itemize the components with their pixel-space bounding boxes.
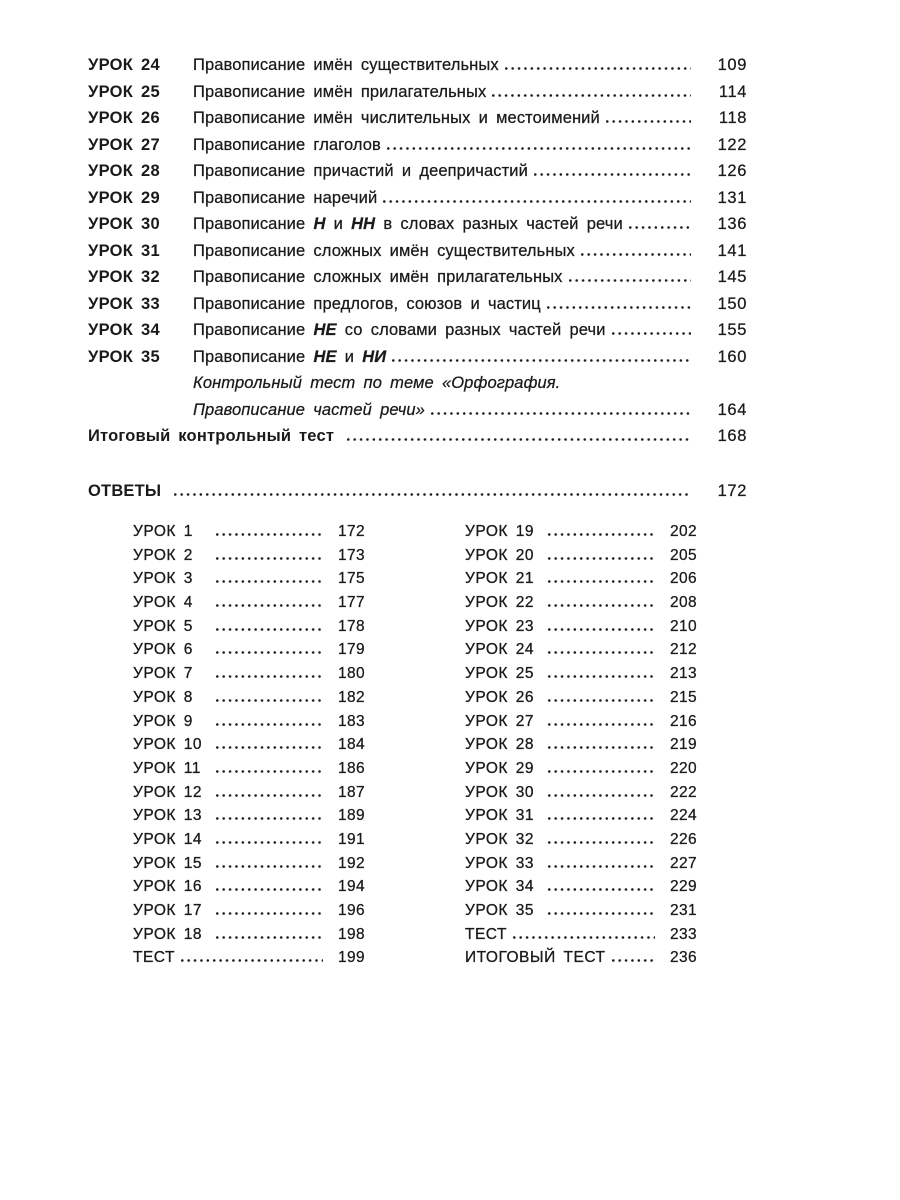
dot-leader bbox=[216, 912, 323, 915]
answer-label: УРОК 27 bbox=[465, 712, 534, 730]
answer-row bbox=[133, 686, 365, 710]
page-number: 236 bbox=[669, 949, 697, 967]
lesson-label: УРОК 31 bbox=[88, 241, 160, 260]
answer-row bbox=[465, 591, 697, 615]
page-number: 196 bbox=[337, 902, 365, 919]
dot-leader bbox=[629, 226, 691, 229]
page-number: 216 bbox=[669, 712, 697, 730]
toc-lesson-row bbox=[88, 158, 747, 185]
lesson-title bbox=[193, 317, 606, 344]
dot-leader bbox=[606, 120, 691, 123]
answer-label: УРОК 22 bbox=[465, 594, 534, 612]
answer-row bbox=[465, 520, 697, 544]
answer-row bbox=[133, 733, 365, 757]
lesson-label: УРОК 25 bbox=[88, 82, 160, 101]
page-number: 164 bbox=[717, 400, 747, 419]
answer-row bbox=[133, 899, 365, 923]
lesson-title bbox=[193, 185, 377, 212]
answer-label: УРОК 11 bbox=[133, 759, 201, 777]
answer-row bbox=[465, 567, 697, 591]
control-test-title-line2: Правописание частей речи» bbox=[193, 400, 425, 419]
toc-main-list bbox=[88, 52, 747, 504]
answer-row bbox=[465, 923, 697, 947]
dot-leader bbox=[505, 67, 691, 70]
dot-leader bbox=[612, 332, 691, 335]
answer-row bbox=[133, 662, 365, 686]
dot-leader bbox=[216, 533, 323, 536]
lesson-title bbox=[193, 105, 600, 132]
answer-label: УРОК 5 bbox=[133, 617, 193, 635]
page-number: 191 bbox=[337, 830, 365, 848]
dot-leader bbox=[216, 580, 323, 583]
dot-leader bbox=[548, 794, 655, 797]
answer-label: УРОК 32 bbox=[465, 830, 534, 848]
title-text: Правописание bbox=[193, 347, 314, 366]
control-test-title-line1: Контрольный тест по теме «Орфография. bbox=[193, 374, 561, 392]
page-number: 160 bbox=[717, 347, 747, 366]
page-number: 215 bbox=[669, 688, 697, 706]
answer-row bbox=[133, 875, 365, 899]
answer-row bbox=[465, 638, 697, 662]
answer-row bbox=[465, 710, 697, 734]
page-number: 213 bbox=[669, 665, 697, 683]
answer-row bbox=[465, 852, 697, 876]
lesson-title bbox=[193, 238, 575, 265]
answer-label: УРОК 14 bbox=[133, 830, 202, 848]
dot-leader bbox=[392, 359, 691, 362]
answer-row bbox=[465, 899, 697, 923]
lesson-title bbox=[193, 79, 486, 106]
answer-label: УРОК 34 bbox=[465, 878, 534, 896]
dot-leader bbox=[216, 770, 323, 773]
page-number: 187 bbox=[337, 783, 365, 801]
answer-row bbox=[133, 710, 365, 734]
page-number: 231 bbox=[669, 902, 697, 919]
page-number: 118 bbox=[718, 109, 747, 127]
answer-label: УРОК 7 bbox=[133, 665, 193, 683]
page-number: 198 bbox=[337, 925, 365, 943]
answer-label: УРОК 33 bbox=[465, 854, 534, 872]
toc-lesson-row bbox=[88, 52, 747, 79]
page-number: 183 bbox=[337, 712, 365, 730]
dot-leader bbox=[534, 173, 691, 176]
answer-row bbox=[133, 946, 365, 970]
page-number: 178 bbox=[337, 617, 365, 635]
answers-header-row bbox=[88, 478, 747, 505]
section-spacer bbox=[88, 450, 747, 478]
lesson-label: УРОК 32 bbox=[88, 268, 160, 286]
page-number: 122 bbox=[717, 135, 747, 154]
dot-leader bbox=[347, 438, 691, 441]
answer-label: УРОК 19 bbox=[465, 523, 534, 540]
answer-label: УРОК 9 bbox=[133, 712, 193, 730]
page-number: 180 bbox=[337, 665, 365, 683]
toc-lesson-row bbox=[88, 211, 747, 238]
title-text: Правописание имён прилагательных bbox=[193, 82, 487, 101]
page-number: 226 bbox=[669, 830, 697, 848]
answer-label: УРОК 10 bbox=[133, 736, 202, 754]
answers-left-column bbox=[133, 520, 365, 970]
toc-lesson-row bbox=[88, 344, 747, 371]
answer-label: УРОК 35 bbox=[465, 902, 534, 919]
toc-lesson-row bbox=[88, 105, 747, 132]
dot-leader bbox=[387, 147, 691, 150]
dot-leader bbox=[569, 279, 691, 282]
lesson-label: УРОК 28 bbox=[88, 162, 160, 180]
dot-leader bbox=[547, 306, 691, 309]
answer-row bbox=[133, 520, 365, 544]
lesson-label: УРОК 26 bbox=[88, 109, 160, 127]
page-number: 205 bbox=[669, 546, 697, 564]
dot-leader bbox=[216, 628, 323, 631]
title-text: Правописание наречий bbox=[193, 188, 378, 207]
answer-label: УРОК 15 bbox=[133, 854, 202, 872]
title-text: и bbox=[336, 347, 363, 366]
title-text: Правописание имён существительных bbox=[193, 56, 499, 74]
answer-label: УРОК 17 bbox=[133, 902, 202, 919]
answers-columns bbox=[133, 520, 747, 970]
page-number: 168 bbox=[717, 427, 747, 445]
answer-label: УРОК 21 bbox=[465, 570, 534, 588]
answer-label: УРОК 8 bbox=[133, 688, 193, 706]
answer-row bbox=[133, 852, 365, 876]
dot-leader bbox=[216, 651, 323, 654]
page-number: 172 bbox=[717, 481, 747, 500]
page-number: 233 bbox=[669, 925, 697, 943]
title-text: Правописание сложных имён прилагательных bbox=[193, 268, 563, 286]
page-number: 220 bbox=[669, 759, 697, 777]
dot-leader bbox=[181, 959, 323, 962]
control-test-row-line1 bbox=[88, 370, 747, 397]
title-emphasis: НЕ bbox=[313, 347, 337, 366]
dot-leader bbox=[548, 699, 655, 702]
answer-label: УРОК 6 bbox=[133, 641, 193, 659]
page-number: 202 bbox=[669, 523, 697, 540]
toc-lesson-row bbox=[88, 264, 747, 291]
page-number: 219 bbox=[669, 736, 697, 754]
lesson-title bbox=[193, 344, 386, 371]
answer-row bbox=[465, 686, 697, 710]
page-number: 186 bbox=[337, 759, 365, 777]
page-number: 184 bbox=[337, 736, 365, 754]
answer-row bbox=[465, 733, 697, 757]
dot-leader bbox=[492, 94, 691, 97]
answer-label: УРОК 16 bbox=[133, 878, 202, 896]
answer-row bbox=[133, 544, 365, 568]
answer-row bbox=[465, 757, 697, 781]
answer-row bbox=[465, 946, 697, 970]
answers-header-title: ОТВЕТЫ bbox=[88, 481, 162, 500]
dot-leader bbox=[548, 770, 655, 773]
dot-leader bbox=[548, 675, 655, 678]
title-text: Правописание bbox=[193, 321, 314, 339]
answer-label: УРОК 1 bbox=[133, 523, 193, 540]
answer-row bbox=[133, 591, 365, 615]
lesson-title bbox=[193, 264, 563, 291]
lesson-title bbox=[193, 291, 541, 318]
answer-row bbox=[465, 781, 697, 805]
dot-leader bbox=[548, 651, 655, 654]
lesson-rows bbox=[88, 52, 747, 370]
dot-leader bbox=[548, 604, 655, 607]
answer-row bbox=[133, 923, 365, 947]
answer-label: УРОК 28 bbox=[465, 736, 534, 754]
dot-leader bbox=[581, 253, 691, 256]
dot-leader bbox=[216, 865, 323, 868]
dot-leader bbox=[548, 817, 655, 820]
title-text: Правописание причастий и деепричастий bbox=[193, 162, 528, 180]
answer-row bbox=[133, 567, 365, 591]
dot-leader bbox=[548, 533, 655, 536]
answer-label: УРОК 12 bbox=[133, 783, 202, 801]
page-number: 109 bbox=[717, 56, 747, 74]
page-number: 173 bbox=[337, 546, 365, 564]
lesson-label: УРОК 24 bbox=[88, 56, 160, 74]
dot-leader bbox=[216, 817, 323, 820]
dot-leader bbox=[513, 936, 655, 939]
dot-leader bbox=[548, 723, 655, 726]
page-number: 189 bbox=[337, 807, 365, 825]
lesson-title bbox=[193, 132, 381, 159]
page-number: 172 bbox=[337, 523, 365, 540]
lesson-label: УРОК 29 bbox=[88, 188, 160, 207]
dot-leader bbox=[431, 412, 691, 415]
page-number: 206 bbox=[669, 570, 697, 588]
dot-leader bbox=[548, 628, 655, 631]
title-text: и bbox=[325, 215, 352, 233]
dot-leader bbox=[548, 912, 655, 915]
page-number: 131 bbox=[717, 188, 747, 207]
answer-label: УРОК 13 bbox=[133, 807, 202, 825]
dot-leader bbox=[548, 888, 655, 891]
answer-label: УРОК 4 bbox=[133, 594, 193, 612]
page-number: 227 bbox=[669, 854, 697, 872]
page-number: 141 bbox=[717, 241, 747, 260]
title-text: со словами разных частей речи bbox=[336, 321, 606, 339]
answer-label: УРОК 31 bbox=[465, 807, 534, 825]
answer-label: УРОК 26 bbox=[465, 688, 534, 706]
answer-label: ТЕСТ bbox=[133, 949, 175, 967]
final-test-row bbox=[88, 423, 747, 450]
answer-row bbox=[133, 615, 365, 639]
dot-leader bbox=[548, 557, 655, 560]
page-number: 182 bbox=[337, 688, 365, 706]
page-number: 179 bbox=[337, 641, 365, 659]
title-text: Правописание bbox=[193, 215, 314, 233]
dot-leader bbox=[216, 699, 323, 702]
lesson-title bbox=[193, 158, 528, 185]
page-number: 114 bbox=[718, 82, 747, 101]
page-number: 126 bbox=[717, 162, 747, 180]
title-text: Правописание глаголов bbox=[193, 135, 381, 154]
page-number: 155 bbox=[717, 321, 747, 339]
toc-lesson-row bbox=[88, 291, 747, 318]
page-number: 150 bbox=[717, 294, 747, 313]
toc-lesson-row bbox=[88, 132, 747, 159]
answer-row bbox=[465, 615, 697, 639]
answer-label: ИТОГОВЫЙ ТЕСТ bbox=[465, 949, 606, 967]
answer-label: ТЕСТ bbox=[465, 925, 507, 943]
answer-label: УРОК 25 bbox=[465, 665, 534, 683]
answer-row bbox=[465, 828, 697, 852]
control-test-row-line2 bbox=[88, 397, 747, 424]
answer-label: УРОК 29 bbox=[465, 759, 534, 777]
page-number: 177 bbox=[337, 594, 365, 612]
dot-leader bbox=[216, 604, 323, 607]
lesson-label: УРОК 30 bbox=[88, 215, 160, 233]
dot-leader bbox=[216, 723, 323, 726]
answer-label: УРОК 24 bbox=[465, 641, 534, 659]
answer-label: УРОК 30 bbox=[465, 783, 534, 801]
page-number: 210 bbox=[669, 617, 697, 635]
final-test-title: Итоговый контрольный тест bbox=[88, 427, 335, 445]
answer-row bbox=[133, 804, 365, 828]
dot-leader bbox=[216, 841, 323, 844]
page-number: 192 bbox=[337, 854, 365, 872]
dot-leader bbox=[216, 936, 323, 939]
answer-row bbox=[133, 638, 365, 662]
answer-label: УРОК 23 bbox=[465, 617, 534, 635]
toc-lesson-row bbox=[88, 185, 747, 212]
page-number: 229 bbox=[669, 878, 697, 896]
answer-row bbox=[465, 544, 697, 568]
page-number: 194 bbox=[337, 878, 365, 896]
title-emphasis: НН bbox=[351, 215, 376, 233]
toc-lesson-row bbox=[88, 317, 747, 344]
answer-label: УРОК 18 bbox=[133, 925, 202, 943]
page-number: 224 bbox=[669, 807, 697, 825]
dot-leader bbox=[612, 959, 655, 962]
dot-leader bbox=[383, 200, 691, 203]
answer-row bbox=[465, 804, 697, 828]
lesson-title bbox=[193, 211, 623, 238]
answer-row bbox=[133, 781, 365, 805]
dot-leader bbox=[216, 746, 323, 749]
answers-right-column bbox=[465, 520, 697, 970]
answer-row bbox=[133, 757, 365, 781]
lesson-title bbox=[193, 52, 499, 79]
page-number: 145 bbox=[717, 268, 747, 286]
toc-lesson-row bbox=[88, 79, 747, 106]
title-text: Правописание имён числительных и местоимений bbox=[193, 109, 600, 127]
dot-leader bbox=[174, 493, 691, 496]
page-number: 208 bbox=[669, 594, 697, 612]
lesson-label: УРОК 27 bbox=[88, 135, 160, 154]
toc-lesson-row bbox=[88, 238, 747, 265]
dot-leader bbox=[216, 888, 323, 891]
dot-leader bbox=[216, 557, 323, 560]
dot-leader bbox=[216, 675, 323, 678]
lesson-label: УРОК 35 bbox=[88, 347, 160, 366]
page-number: 136 bbox=[717, 215, 747, 233]
dot-leader bbox=[216, 794, 323, 797]
page-number: 222 bbox=[669, 783, 697, 801]
page-number: 175 bbox=[337, 570, 365, 588]
page-number: 199 bbox=[337, 949, 365, 967]
dot-leader bbox=[548, 746, 655, 749]
dot-leader bbox=[548, 865, 655, 868]
answer-row bbox=[465, 662, 697, 686]
answer-row bbox=[133, 828, 365, 852]
title-text: Правописание сложных имён существительных bbox=[193, 241, 575, 260]
lesson-label: УРОК 34 bbox=[88, 321, 160, 339]
answer-row bbox=[465, 875, 697, 899]
title-emphasis: НИ bbox=[362, 347, 387, 366]
answer-label: УРОК 20 bbox=[465, 546, 534, 564]
dot-leader bbox=[548, 841, 655, 844]
title-text: Правописание предлогов, союзов и частиц bbox=[193, 294, 541, 313]
page-number: 212 bbox=[669, 641, 697, 659]
lesson-label: УРОК 33 bbox=[88, 294, 160, 313]
title-emphasis: НЕ bbox=[313, 321, 337, 339]
title-emphasis: Н bbox=[313, 215, 326, 233]
title-text: в словах разных частей речи bbox=[375, 215, 623, 233]
dot-leader bbox=[548, 580, 655, 583]
answer-label: УРОК 3 bbox=[133, 570, 193, 588]
answer-label: УРОК 2 bbox=[133, 546, 193, 564]
